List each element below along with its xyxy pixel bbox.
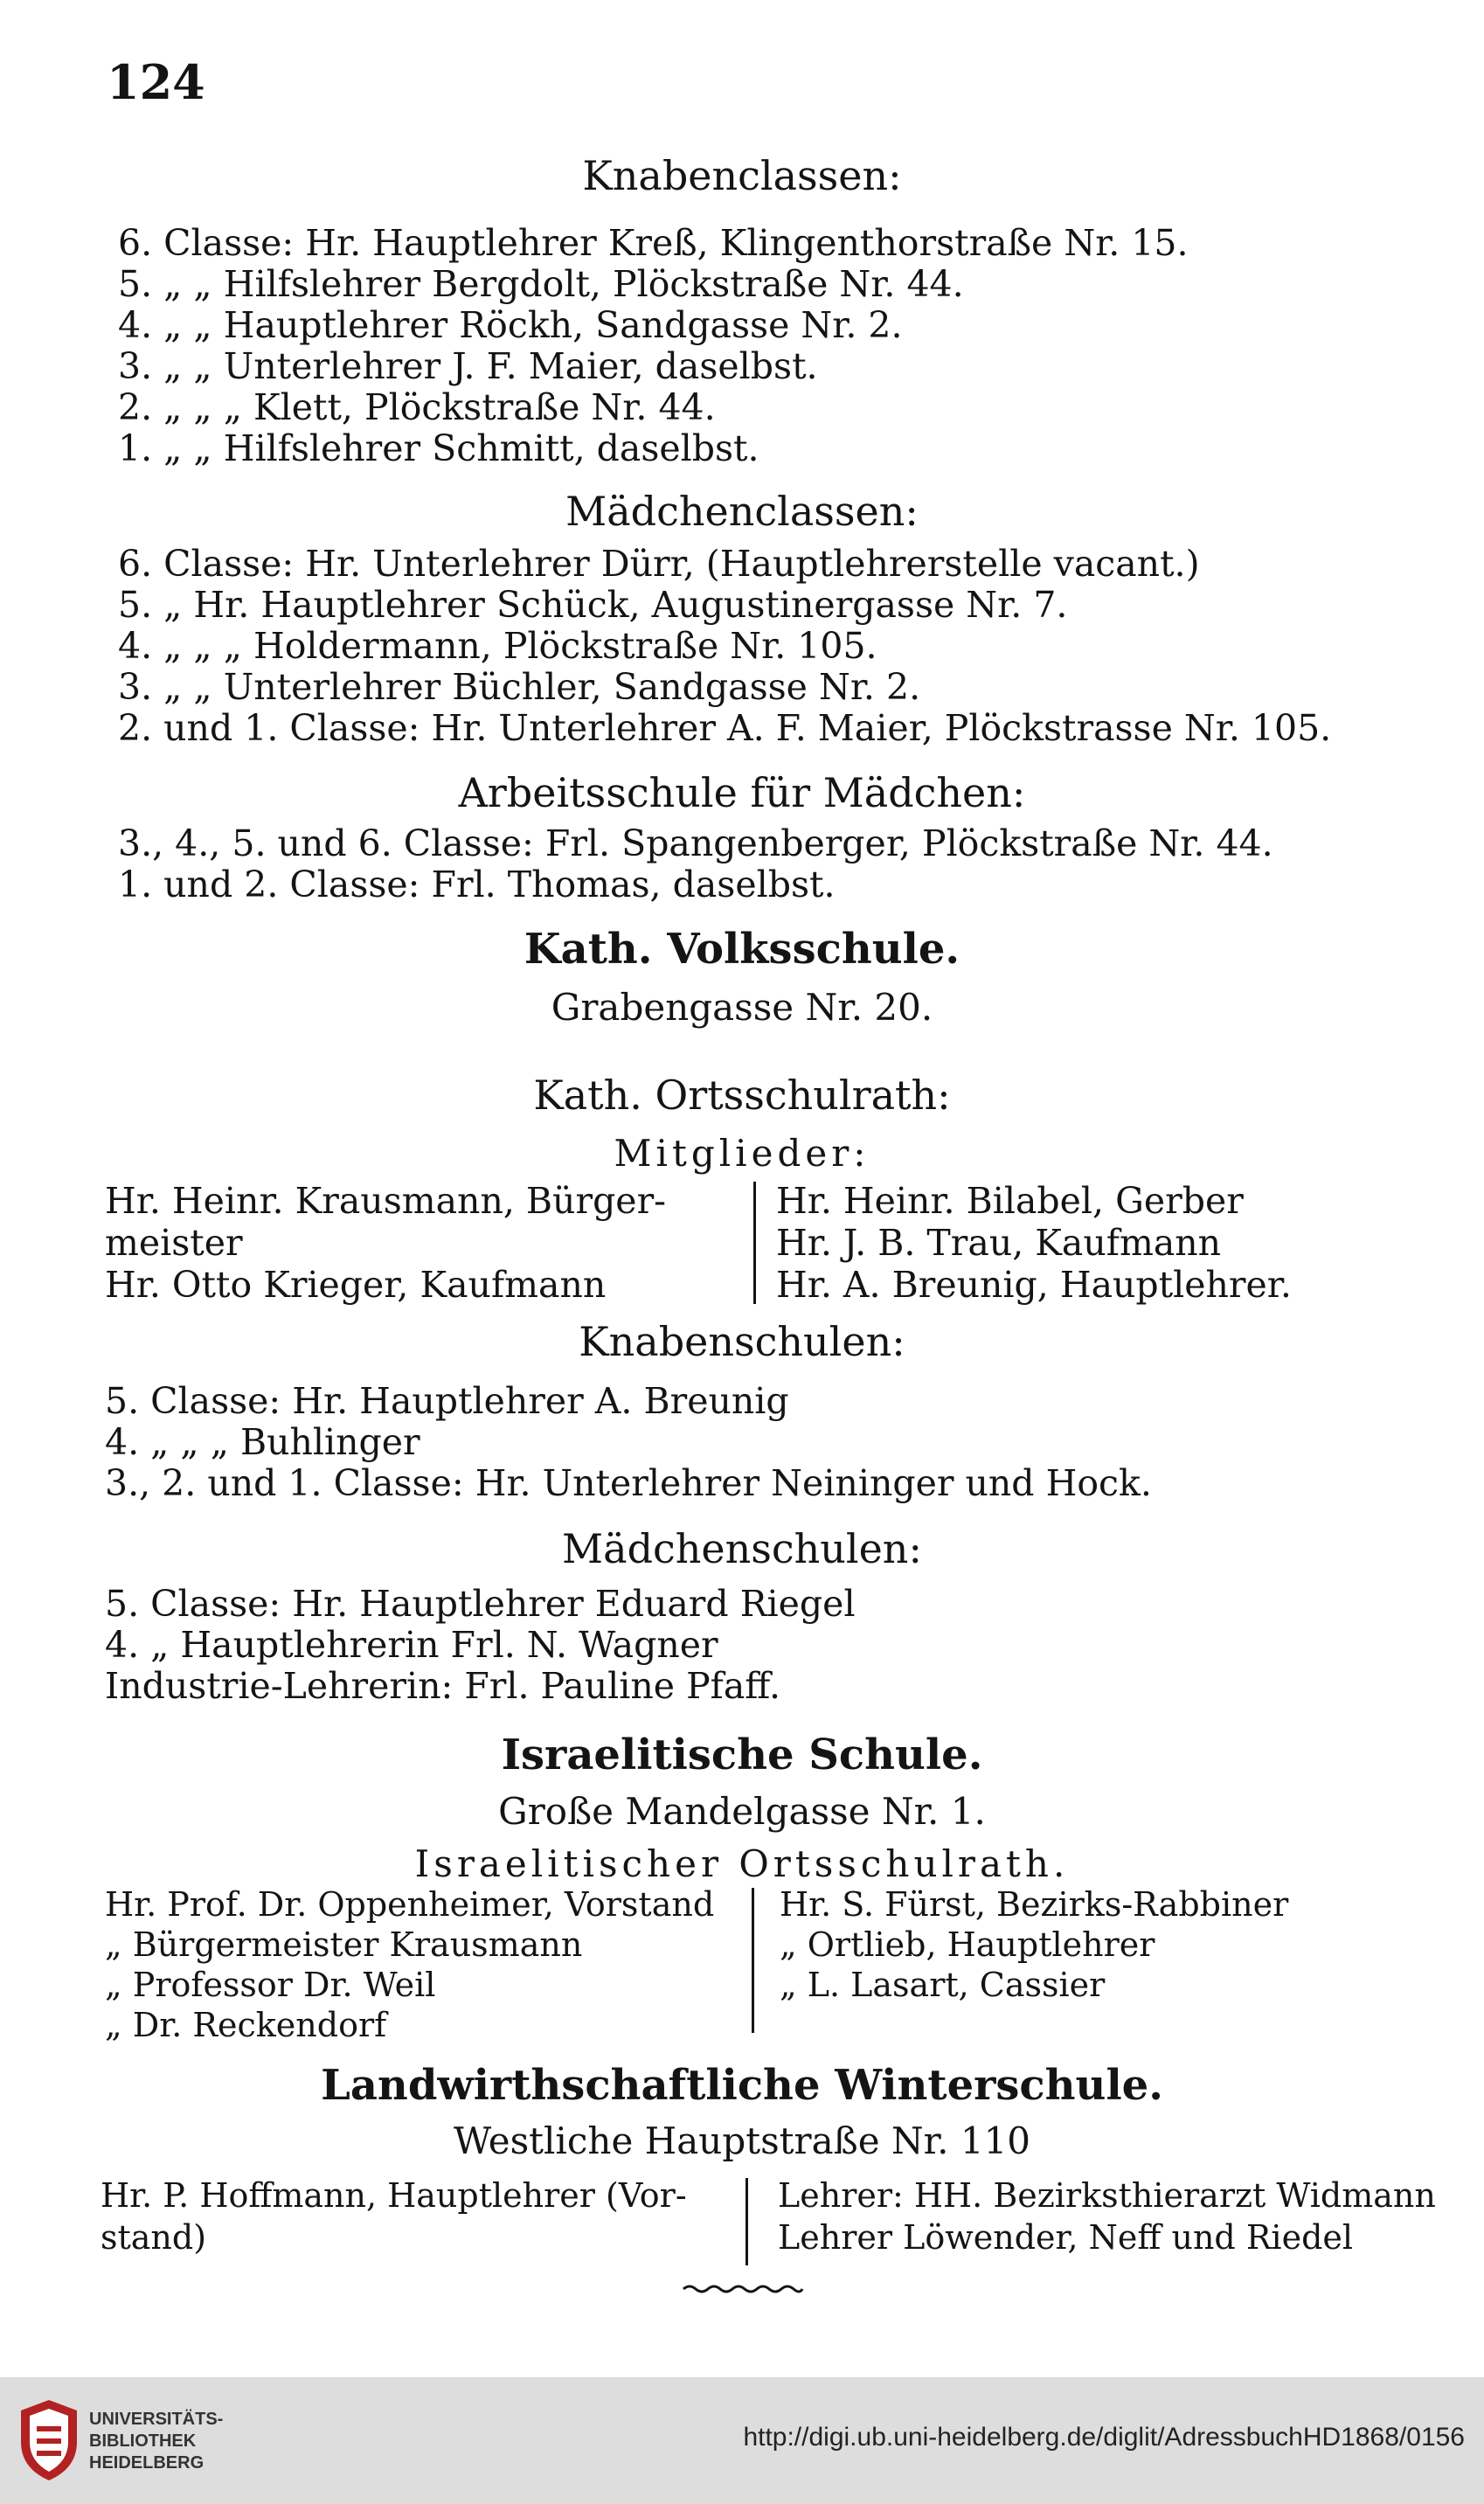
maedchenschulen-heading: Mädchenschulen: <box>562 1525 922 1572</box>
member-entry: Hr. A. Breunig, Hauptlehrer. <box>776 1264 1292 1306</box>
kath-volksschule-address: Grabengasse Nr. 20. <box>551 986 933 1029</box>
column-divider <box>745 2178 748 2265</box>
member-entry: „ Bürgermeister Krausmann <box>105 1925 583 1964</box>
arbeit-line: 1. und 2. Classe: Frl. Thomas, daselbst. <box>118 864 836 905</box>
kath-members-left <box>105 1180 666 1306</box>
knaben-line: 2. „ „ „ Klett, Plöckstraße Nr. 44. <box>118 386 716 428</box>
page-number: 124 <box>107 54 205 110</box>
israelitischer-ortsschulrath-heading: Israelitischer Ortsschulrath. <box>414 1842 1070 1885</box>
arbeitsschule-heading: Arbeitsschule für Mädchen: <box>458 769 1026 816</box>
member-entry: Hr. Heinr. Bilabel, Gerber <box>776 1180 1244 1222</box>
member-entry: Hr. Otto Krieger, Kaufmann <box>105 1264 607 1306</box>
member-entry: Hr. Heinr. Krausmann, Bürger- <box>105 1180 667 1222</box>
member-entry: Hr. J. B. Trau, Kaufmann <box>776 1222 1222 1264</box>
maedchenclassen-heading: Mädchenclassen: <box>565 488 919 535</box>
staff-entry: Hr. P. Hoffmann, Hauptlehrer (Vor- <box>101 2176 687 2215</box>
library-logo-icon <box>17 2396 80 2484</box>
maedchen-line: 3. „ „ Unterlehrer Büchler, Sandgasse Nr. 2. <box>118 666 921 708</box>
knabenschulen-line: 4. „ „ „ Buhlinger <box>105 1421 420 1463</box>
knaben-line: 4. „ „ Hauptlehrer Röckh, Sandgasse Nr. 2. <box>118 304 903 346</box>
staff-entry: Lehrer: HH. Bezirksthierarzt Widmann <box>778 2176 1436 2215</box>
kath-ortsschulrath-heading: Kath. Ortsschulrath: <box>533 1072 951 1119</box>
ornament-divider <box>682 2283 804 2295</box>
kath-members-right <box>776 1180 1292 1306</box>
maedchen-line: 4. „ „ „ Holdermann, Plöckstraße Nr. 105. <box>118 625 877 667</box>
knabenclassen-heading: Knabenclassen: <box>582 152 902 199</box>
isr-members-right <box>780 1884 1288 2005</box>
knaben-line: 5. „ „ Hilfslehrer Bergdolt, Plöckstraße Nr. 44. <box>118 263 964 305</box>
library-name: UNIVERSITÄTS- BIBLIOTHEK HEIDELBERG <box>89 2410 224 2473</box>
maedchen-line: 6. Classe: Hr. Unterlehrer Dürr, (Hauptlehrerstelle vacant.) <box>118 543 1200 585</box>
member-entry: „ Dr. Reckendorf <box>105 2006 387 2044</box>
maedchen-line: 5. „ Hr. Hauptlehrer Schück, Augustinergasse Nr. 7. <box>118 584 1068 626</box>
maedchenschulen-line: Industrie-Lehrerin: Frl. Pauline Pfaff. <box>105 1665 780 1707</box>
landwirthschaftliche-winterschule-title: Landwirthschaftliche Winterschule. <box>321 2061 1163 2110</box>
maedchen-line: 2. und 1. Classe: Hr. Unterlehrer A. F. Maier, Plöckstrasse Nr. 105. <box>118 707 1332 749</box>
column-divider <box>753 1182 756 1304</box>
knabenschulen-heading: Knabenschulen: <box>579 1318 905 1365</box>
member-entry: „ L. Lasart, Cassier <box>780 1966 1106 2004</box>
kath-members-heading: Mitglieder: <box>614 1132 870 1175</box>
member-entry: „ Ortlieb, Hauptlehrer <box>780 1925 1155 1964</box>
staff-entry: Lehrer Löwender, Neff und Riedel <box>778 2218 1354 2257</box>
land-right <box>778 2175 1436 2258</box>
israelitische-schule-title: Israelitische Schule. <box>501 1731 983 1779</box>
israelitische-schule-address: Große Mandelgasse Nr. 1. <box>498 1790 986 1833</box>
member-entry: „ Professor Dr. Weil <box>105 1966 436 2004</box>
member-entry: meister <box>105 1222 243 1264</box>
staff-entry: stand) <box>101 2218 207 2257</box>
source-url-link[interactable]: http://digi.ub.uni-heidelberg.de/diglit/AdressbuchHD1868/0156 <box>743 2423 1465 2452</box>
knabenschulen-line: 5. Classe: Hr. Hauptlehrer A. Breunig <box>105 1380 789 1422</box>
land-left <box>101 2175 687 2258</box>
knaben-line: 1. „ „ Hilfslehrer Schmitt, daselbst. <box>118 427 759 469</box>
kath-volksschule-title: Kath. Volksschule. <box>524 925 960 974</box>
arbeit-line: 3., 4., 5. und 6. Classe: Frl. Spangenberger, Plöckstraße Nr. 44. <box>118 822 1273 864</box>
member-entry: Hr. Prof. Dr. Oppenheimer, Vorstand <box>105 1885 715 1924</box>
maedchenschulen-line: 5. Classe: Hr. Hauptlehrer Eduard Riegel <box>105 1583 856 1625</box>
landwirthschaftliche-winterschule-address: Westliche Hauptstraße Nr. 110 <box>453 2119 1031 2162</box>
knaben-line: 3. „ „ Unterlehrer J. F. Maier, daselbst. <box>118 345 818 387</box>
column-divider <box>752 1888 754 2033</box>
library-footer <box>0 2377 1484 2504</box>
knabenschulen-line: 3., 2. und 1. Classe: Hr. Unterlehrer Neininger und Hock. <box>105 1462 1152 1504</box>
isr-members-left <box>105 1884 714 2045</box>
knaben-line: 6. Classe: Hr. Hauptlehrer Kreß, Klingenthorstraße Nr. 15. <box>118 222 1189 264</box>
maedchenschulen-line: 4. „ Hauptlehrerin Frl. N. Wagner <box>105 1624 718 1666</box>
member-entry: Hr. S. Fürst, Bezirks-Rabbiner <box>780 1885 1289 1924</box>
